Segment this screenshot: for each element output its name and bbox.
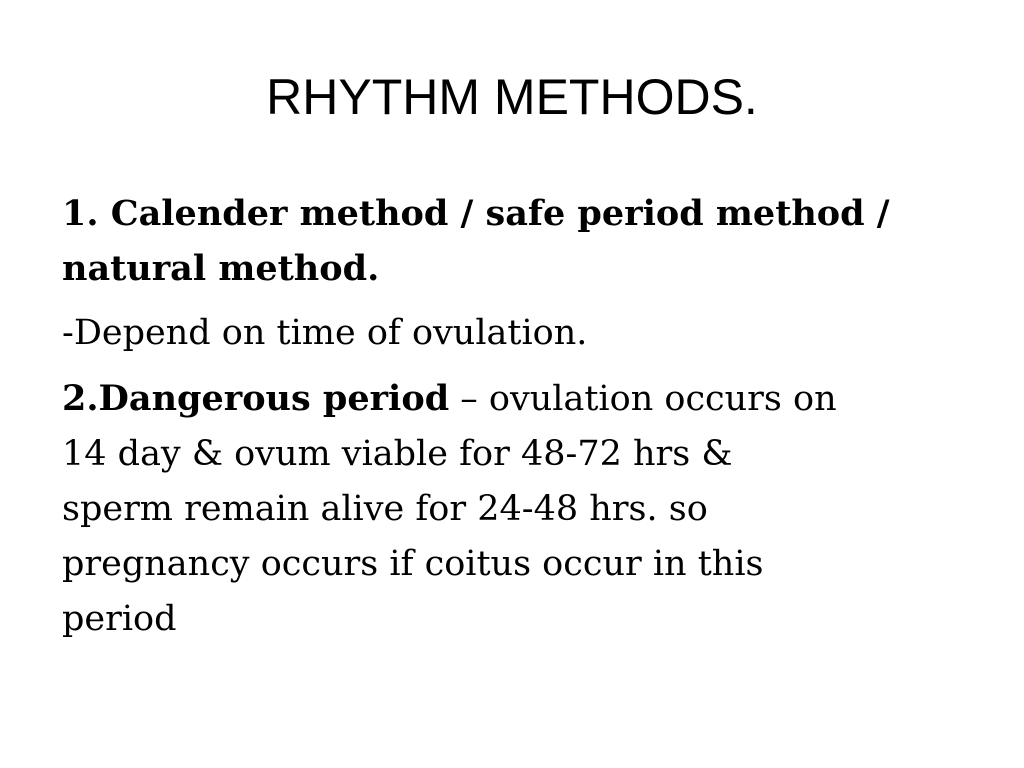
point-2-line-1: -Depend on time of ovulation. xyxy=(62,313,588,353)
point-1-line-1: 1. Calender method / safe period method / xyxy=(62,193,890,234)
point-3-line-1 xyxy=(62,371,982,427)
point-3-line-3: sperm remain alive for 24-48 hrs. so xyxy=(62,489,708,529)
point-3-line-2: 14 day & ovum viable for 48-72 hrs & xyxy=(62,434,733,474)
slide-title: RHYTHM METHODS. xyxy=(266,69,758,125)
point-dangerous-period xyxy=(62,371,982,647)
point-ovulation-dependence xyxy=(62,306,982,361)
point-3-line-5: period xyxy=(62,599,177,639)
point-1-line-2: natural method. xyxy=(62,248,380,289)
dangerous-period-label: 2.Dangerous period xyxy=(62,378,450,419)
dangerous-period-lead: – ovulation occurs on xyxy=(449,379,837,419)
point-3-line-4: pregnancy occurs if coitus occur in this xyxy=(62,544,764,584)
point-calender-method xyxy=(62,186,982,296)
slide-body xyxy=(62,186,982,657)
